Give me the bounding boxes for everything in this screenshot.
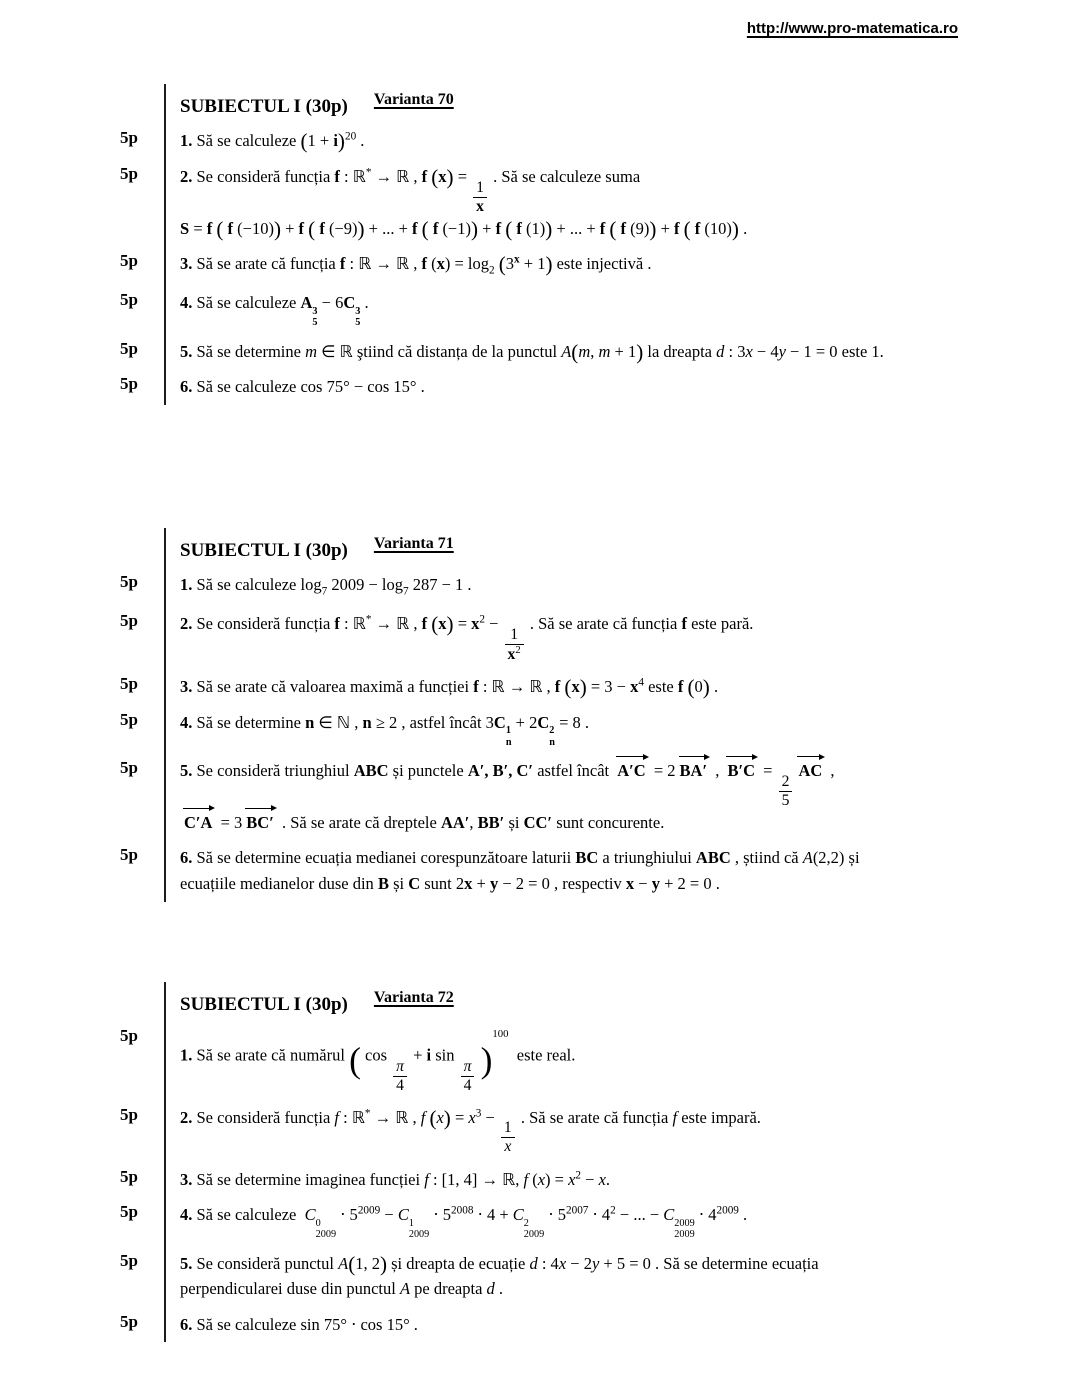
problem-row xyxy=(120,705,992,754)
section-varianta-70 xyxy=(120,84,992,405)
problem-text: 6. Să se calculeze sin 75° ⋅ cos 15° . xyxy=(164,1307,992,1343)
problem-row xyxy=(120,1246,992,1307)
problem-text: 3. Să se arate că valoarea maximă a funcției f : ℝ → ℝ , f $(x) = 3 - x^4$ este f (0) . xyxy=(164,669,992,705)
problem-row xyxy=(120,669,992,705)
points-badge: 5p xyxy=(120,338,138,358)
problem-row xyxy=(120,1021,992,1099)
problem-row xyxy=(120,369,992,405)
points-gutter xyxy=(120,982,164,1021)
problem-text: 4. Să se determine n ∈ ℕ , n ≥ 2 , astfel încât 3C 1 n + 2C 2 n = 8 . xyxy=(164,705,992,754)
points-badge: 5p xyxy=(120,251,138,271)
problem-row xyxy=(120,1307,992,1343)
section-title: SUBIECTUL I (30p) xyxy=(180,540,348,561)
points-badge: 5p xyxy=(120,611,138,631)
problem-text: 4. Să se calculeze C 0 2009 ⋅ $5^{2009} - C$ 1 2009 ⋅ $5^{2008} \cdot 4 + C$ 2 2009 ⋅ $5^{2007} \cdot 4^2$ − ... − C 2009 2009 ⋅ $4^{2009}$ . xyxy=(164,1197,992,1246)
points-badge: 5p xyxy=(120,1250,138,1270)
problem-row xyxy=(120,123,992,159)
problem-row xyxy=(120,567,992,606)
section-header xyxy=(120,528,992,567)
problem-row xyxy=(120,1100,992,1162)
problem-row xyxy=(120,840,992,901)
points-badge: 5p xyxy=(120,674,138,694)
problem-row xyxy=(120,1162,992,1198)
problem-row xyxy=(120,1197,992,1246)
problem-text: 2. Se consideră funcția f : ℝ* → ℝ , f (x) = $\frac{1}{x}$ . Să se calculeze suma S = f ( f (−10)) + f ( f (−9)) + ... + f ( f (−1)) + f ( f (1)) + ... + f ( f (9)) + f ( f (10)) . xyxy=(164,159,992,246)
problem-text: 5. Să se determine m ∈ ℝ ştiind că distanța de la punctul A(m, m + 1) la dreapta d : 3x − 4y − 1 = 0 este 1. xyxy=(164,334,992,370)
points-badge: 5p xyxy=(120,1026,138,1046)
problem-row xyxy=(120,285,992,334)
variant-label: Varianta 71 xyxy=(373,535,454,552)
site-url: http://www.pro-matematica.ro xyxy=(746,20,958,37)
problem-row xyxy=(120,159,992,246)
problem-text: 3. Să se determine imaginea funcției f : [1, 4] → ℝ, f $(x) = x^2 - x$. xyxy=(164,1162,992,1198)
problem-row xyxy=(120,334,992,370)
problem-text: 6. Să se determine ecuația medianei corespunzătoare laturii BC a triunghiului ABC , știind că A(2,2) și ecuațiile medianelor duse din B și C sunt 2x + y − 2 = 0 , respectiv x − y + 2 = 0 . xyxy=(164,840,992,901)
points-badge: 5p xyxy=(120,1311,138,1331)
problem-text: 3. Să se arate că funcția f : ℝ → ℝ , f $(x) = \log_2 (3^x + 1)$ este injectivă . xyxy=(164,246,992,285)
problem-text: 6. Să se calculeze cos 75° − cos 15° . xyxy=(164,369,992,405)
points-badge: 5p xyxy=(120,572,138,592)
section-header xyxy=(120,982,992,1021)
section-title: SUBIECTUL I (30p) xyxy=(180,994,348,1015)
problem-text: 5. Se consideră triunghiul ABC și punctele A′, B′, C′ astfel încât A′C = 2 BA′ , B′C = $\frac{2}{5}$ AC , C′A = 3 BC′ . Să se arate că dreptele AA′, BB′ și CC′ sunt concurente. xyxy=(164,753,992,840)
problem-row xyxy=(120,753,992,840)
problem-text: 1. Să se calculeze $\log_7 2009 - \log_7 287 - 1$ . xyxy=(164,567,992,606)
points-gutter xyxy=(120,528,164,567)
section-varianta-72 xyxy=(120,982,992,1342)
problem-text: 5. Se consideră punctul A(1, 2) și dreapta de ecuație d : 4x − 2y + 5 = 0 . Să se determine ecuația perpendicularei duse din punctul A pe dreapta d . xyxy=(164,1246,992,1307)
points-badge: 5p xyxy=(120,128,138,148)
points-badge: 5p xyxy=(120,845,138,865)
section-varianta-71 xyxy=(120,528,992,902)
variant-label: Varianta 72 xyxy=(373,989,454,1006)
problem-text: 1. Să se calculeze $(1 + i)^{20}$ . xyxy=(164,123,992,159)
points-badge: 5p xyxy=(120,1104,138,1124)
points-badge: 5p xyxy=(120,1202,138,1222)
points-badge: 5p xyxy=(120,289,138,309)
problem-text: 1. Să se arate că numărul ( cos $\frac{\pi}{4}$ + i sin $\frac{\pi}{4}$ )$^{100}$ este real. xyxy=(164,1021,992,1099)
problem-row xyxy=(120,246,992,285)
variant-label: Varianta 70 xyxy=(373,91,454,108)
points-badge: 5p xyxy=(120,164,138,183)
points-badge: 5p xyxy=(120,758,138,778)
points-badge: 5p xyxy=(120,374,138,394)
section-header xyxy=(120,84,992,123)
problem-text: 2. Se consideră funcția f : ℝ* → ℝ , f $(x) = x^2$ − $\frac{1}{x^2}$ . Să se arate că funcția f este pară. xyxy=(164,606,992,669)
problem-text: 2. Se consideră funcția f : ℝ* → ℝ , f $(x) = x^3$ − $\frac{1}{x}$ . Să se arate că funcția f este impară. xyxy=(164,1100,992,1162)
points-gutter xyxy=(120,84,164,123)
points-badge: 5p xyxy=(120,1166,138,1186)
problem-text: 4. Să se calculeze A 3 5 − 6C 3 5 . xyxy=(164,285,992,334)
points-badge: 5p xyxy=(120,709,138,729)
section-title: SUBIECTUL I (30p) xyxy=(180,96,348,117)
problem-row xyxy=(120,606,992,669)
